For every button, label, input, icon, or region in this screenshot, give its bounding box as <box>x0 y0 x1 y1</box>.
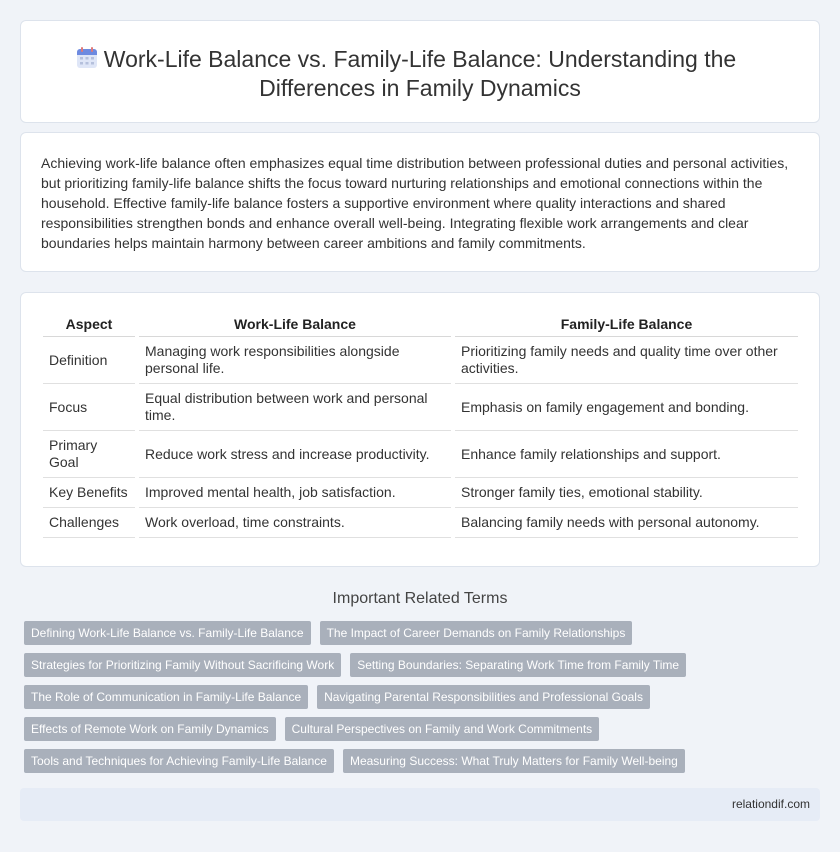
table-cell: Challenges <box>43 508 137 538</box>
table-cell: Prioritizing family needs and quality time over other activities. <box>453 337 798 384</box>
table-cell: Balancing family needs with personal autonomy. <box>453 508 798 538</box>
table-cell: Primary Goal <box>43 431 137 478</box>
table-cell: Managing work responsibilities alongside personal life. <box>137 337 453 384</box>
page-title: Work-Life Balance vs. Family-Life Balance: Understanding the Differences in Family Dynamics <box>103 46 737 101</box>
related-term-link[interactable]: Strategies for Prioritizing Family Without Sacrificing Work <box>24 653 341 677</box>
table-cell: Work overload, time constraints. <box>137 508 453 538</box>
related-terms-list <box>24 621 724 781</box>
related-term-link[interactable]: The Impact of Career Demands on Family Relationships <box>320 621 633 645</box>
table-cell: Emphasis on family engagement and bonding. <box>453 384 798 431</box>
related-term-link[interactable]: Tools and Techniques for Achieving Family-Life Balance <box>24 749 334 773</box>
tag-row <box>24 717 724 741</box>
related-term-link[interactable]: Effects of Remote Work on Family Dynamics <box>24 717 276 741</box>
table-cell: Improved mental health, job satisfaction. <box>137 478 453 508</box>
related-term-link[interactable]: Defining Work-Life Balance vs. Family-Life Balance <box>24 621 311 645</box>
site-name[interactable]: relationdif.com <box>731 797 810 811</box>
table-cell: Reduce work stress and increase productivity. <box>137 431 453 478</box>
column-header: Aspect <box>43 313 137 337</box>
table-row <box>43 508 798 538</box>
related-term-link[interactable]: Measuring Success: What Truly Matters for Family Well-being <box>343 749 685 773</box>
table-cell: Enhance family relationships and support. <box>453 431 798 478</box>
tag-row <box>24 621 724 645</box>
tag-row <box>24 749 724 773</box>
table-row <box>43 431 798 478</box>
table-row <box>43 384 798 431</box>
comparison-table-card <box>20 292 820 567</box>
intro-card <box>20 132 820 272</box>
table-cell: Equal distribution between work and personal time. <box>137 384 453 431</box>
related-term-link[interactable]: Cultural Perspectives on Family and Work Commitments <box>285 717 600 741</box>
related-term-link[interactable]: Navigating Parental Responsibilities and Professional Goals <box>317 685 650 709</box>
tag-row <box>24 653 724 677</box>
intro-paragraph: Achieving work-life balance often emphasizes equal time distribution between professional duties and personal activities, but prioritizing family-life balance shifts the focus toward nurturing relationships and emotional connections within the household. Effective family-life balance fosters a supportive environment where quality interactions and shared responsibilities strengthen bonds and enhance overall well-being. Integrating flexible work arrangements and clear boundaries helps maintain harmony between career ambitions and family commitments. <box>41 155 789 251</box>
table-row <box>43 478 798 508</box>
table-cell: Key Benefits <box>43 478 137 508</box>
comparison-table <box>43 313 798 538</box>
tag-row <box>24 685 724 709</box>
footer <box>20 788 820 821</box>
table-cell: Focus <box>43 384 137 431</box>
table-cell: Definition <box>43 337 137 384</box>
header-card <box>20 20 820 123</box>
column-header: Work-Life Balance <box>137 313 453 337</box>
column-header: Family-Life Balance <box>453 313 798 337</box>
related-term-link[interactable]: The Role of Communication in Family-Life Balance <box>24 685 308 709</box>
table-row <box>43 337 798 384</box>
related-term-link[interactable]: Setting Boundaries: Separating Work Time from Family Time <box>350 653 686 677</box>
table-header-row <box>43 313 798 337</box>
related-terms-title: Important Related Terms <box>332 590 508 607</box>
table-cell: Stronger family ties, emotional stability. <box>453 478 798 508</box>
